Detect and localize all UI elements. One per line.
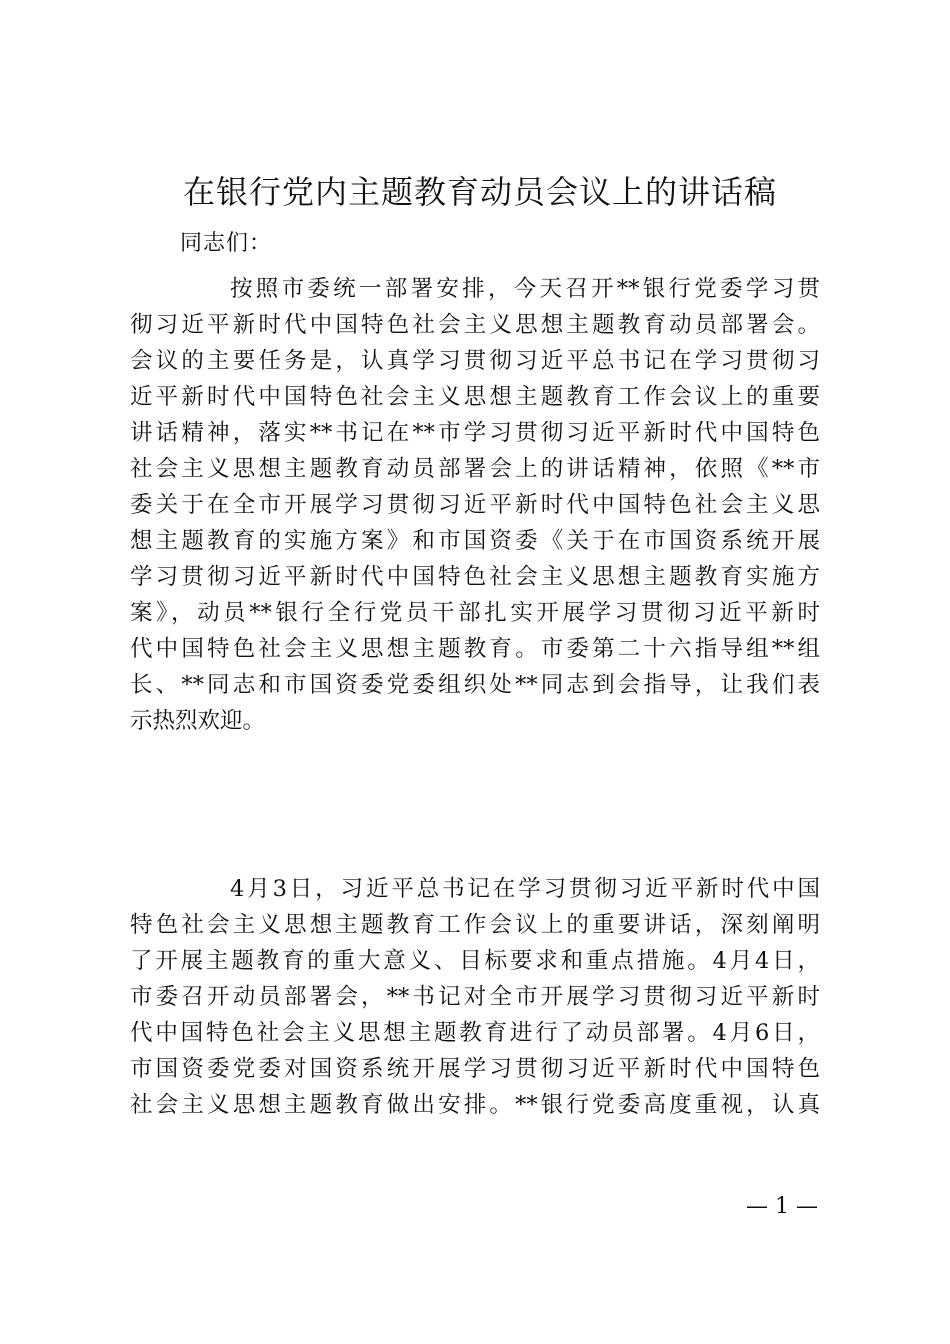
paragraph-line: 示热烈欢迎。	[130, 708, 266, 734]
page-number: — 1 —	[746, 1194, 818, 1219]
document-title: 在银行党内主题教育动员会议上的讲话稿	[182, 173, 777, 211]
paragraph-line: 案》，动员**银行全行党员干部扎实开展学习贯彻习近平新时	[130, 600, 820, 626]
paragraph-line: 市委召开动员部署会，**书记对全市开展学习贯彻习近平新时	[130, 984, 820, 1010]
paragraph-line: 4月3日，习近平总书记在学习贯彻习近平新时代中国	[230, 876, 820, 902]
paragraph-line: 代中国特色社会主义思想主题教育进行了动员部署。4月6日，	[130, 1020, 820, 1046]
paragraph-line: 想主题教育的实施方案》和市国资委《关于在市国资系统开展	[130, 528, 820, 554]
paragraph-line: 彻习近平新时代中国特色社会主义思想主题教育动员部署会。	[130, 312, 820, 338]
paragraph-line: 社会主义思想主题教育动员部署会上的讲话精神，依照《**市	[130, 456, 820, 482]
paragraph-line: 市国资委党委对国资系统开展学习贯彻习近平新时代中国特色	[130, 1056, 820, 1082]
paragraph-2	[130, 871, 820, 1123]
paragraph-line: 特色社会主义思想主题教育工作会议上的重要讲话，深刻阐明	[130, 912, 820, 938]
paragraph-line: 近平新时代中国特色社会主义思想主题教育工作会议上的重要	[130, 384, 820, 410]
paragraph-1	[130, 271, 820, 739]
paragraph-line: 社会主义思想主题教育做出安排。**银行党委高度重视，认真	[130, 1092, 820, 1118]
salutation: 同志们：	[180, 231, 273, 256]
paragraph-line: 长、**同志和市国资委党委组织处**同志到会指导，让我们表	[130, 672, 820, 698]
paragraph-line: 委关于在全市开展学习贯彻习近平新时代中国特色社会主义思	[130, 492, 820, 518]
paragraph-line: 会议的主要任务是，认真学习贯彻习近平总书记在学习贯彻习	[130, 348, 820, 374]
paragraph-line: 学习贯彻习近平新时代中国特色社会主义思想主题教育实施方	[130, 564, 820, 590]
paragraph-line: 代中国特色社会主义思想主题教育。市委第二十六指导组**组	[130, 636, 820, 662]
paragraph-line: 按照市委统一部署安排，今天召开**银行党委学习贯	[230, 276, 820, 302]
paragraph-line: 讲话精神，落实**书记在**市学习贯彻习近平新时代中国特色	[130, 420, 820, 446]
paragraph-line: 了开展主题教育的重大意义、目标要求和重点措施。4月4日，	[130, 948, 820, 974]
